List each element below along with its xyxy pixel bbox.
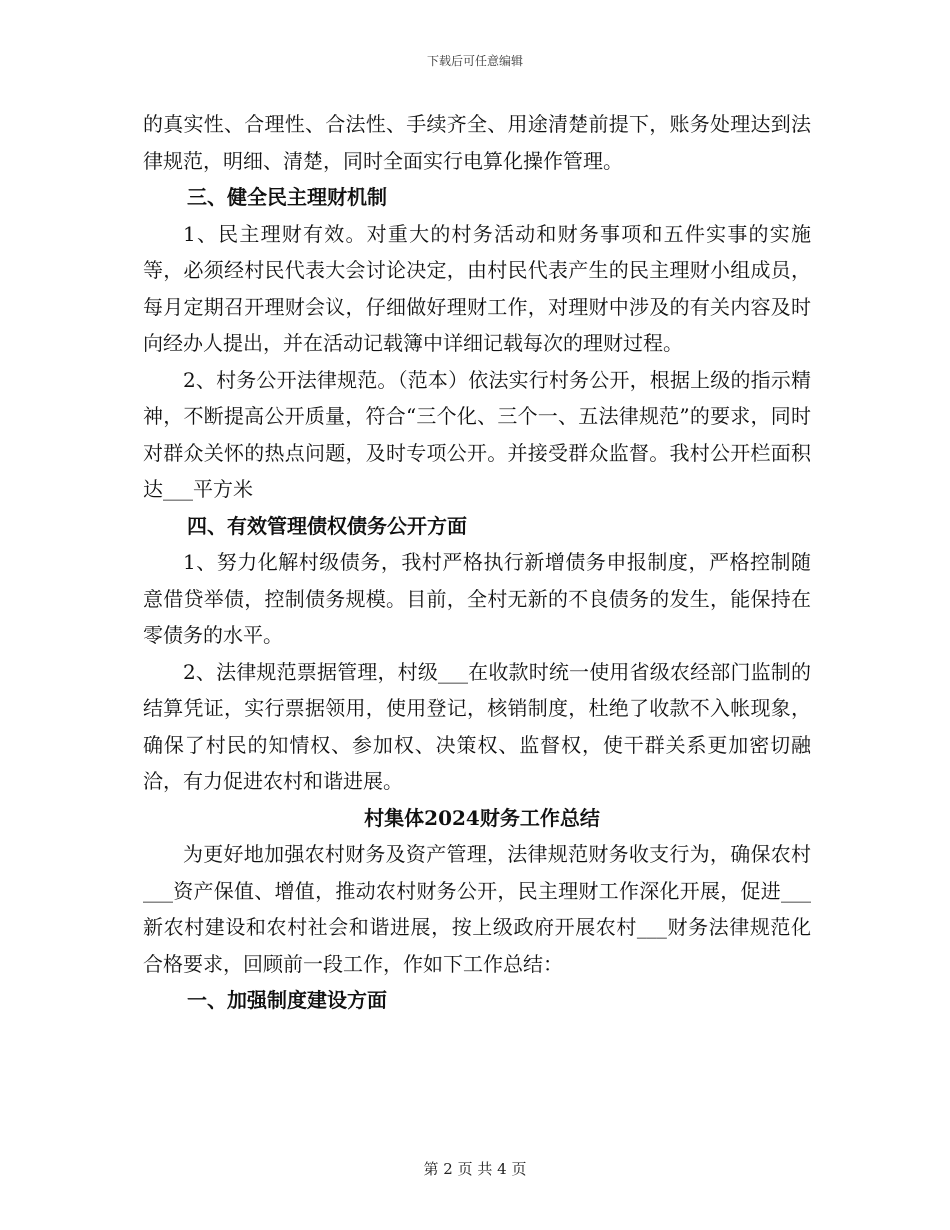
- paragraph-intro: 为更好地加强农村财务及资产管理，法律规范财务收支行为，确保农村___资产保值、增值，推动农村财务公开，民主理财工作深化开展，促进___新农村建设和农村社会和谐进展，按上级政府开展农村___财务法律规范化合格要求，回顾前一段工作，作如下工作总结：: [143, 842, 811, 976]
- page-header-note: 下载后可任意编辑: [426, 54, 523, 68]
- paragraph-receipt-management: 2、法律规范票据管理，村级___在收款时统一使用省级农经部门监制的结算凭证，实行票据领用，使用登记，核销制度，杜绝了收款不入帐现象，确保了村民的知情权、参加权、决策权、监督权，使干群关系更加密切融洽，有力促进农村和谐进展。: [143, 659, 811, 793]
- paragraph-village-affairs-public: 2、村务公开法律规范。（范本）依法实行村务公开，根据上级的指示精神，不断提高公开质量，符合“三个化、三个一、五法律规范”的要求，同时对群众关怀的热点问题，及时专项公开。并接受群众监督。我村公开栏面积达___平方米: [143, 367, 811, 501]
- document-title: 村集体2024财务工作总结: [364, 805, 600, 830]
- paragraph-debt-resolution: 1、努力化解村级债务，我村严格执行新增债务申报制度，严格控制随意借贷举债，控制债务规模。目前，全村无新的不良债务的发生，能保持在零债务的水平。: [143, 550, 811, 647]
- section-heading-3: 三、健全民主理财机制: [187, 185, 387, 209]
- section-heading-4: 四、有效管理债权债务公开方面: [187, 513, 467, 538]
- paragraph-continuation: 的真实性、合理性、合法性、手续齐全、用途清楚前提下，账务处理达到法律规范，明细、清楚，同时全面实行电算化操作管理。: [143, 112, 811, 173]
- document-body: [143, 106, 811, 1019]
- paragraph-democratic-finance: 1、民主理财有效。对重大的村务活动和财务事项和五件实事的实施等，必须经村民代表大会讨论决定，由村民代表产生的民主理财小组成员，每月定期召开理财会议，仔细做好理财工作，对理财中涉及的有关内容及时向经办人提出，并在活动记载簿中详细记载每次的理财过程。: [143, 221, 811, 355]
- page-footer: 第 2 页 共 4 页: [423, 1160, 527, 1178]
- section-heading-1: 一、加强制度建设方面: [187, 988, 387, 1012]
